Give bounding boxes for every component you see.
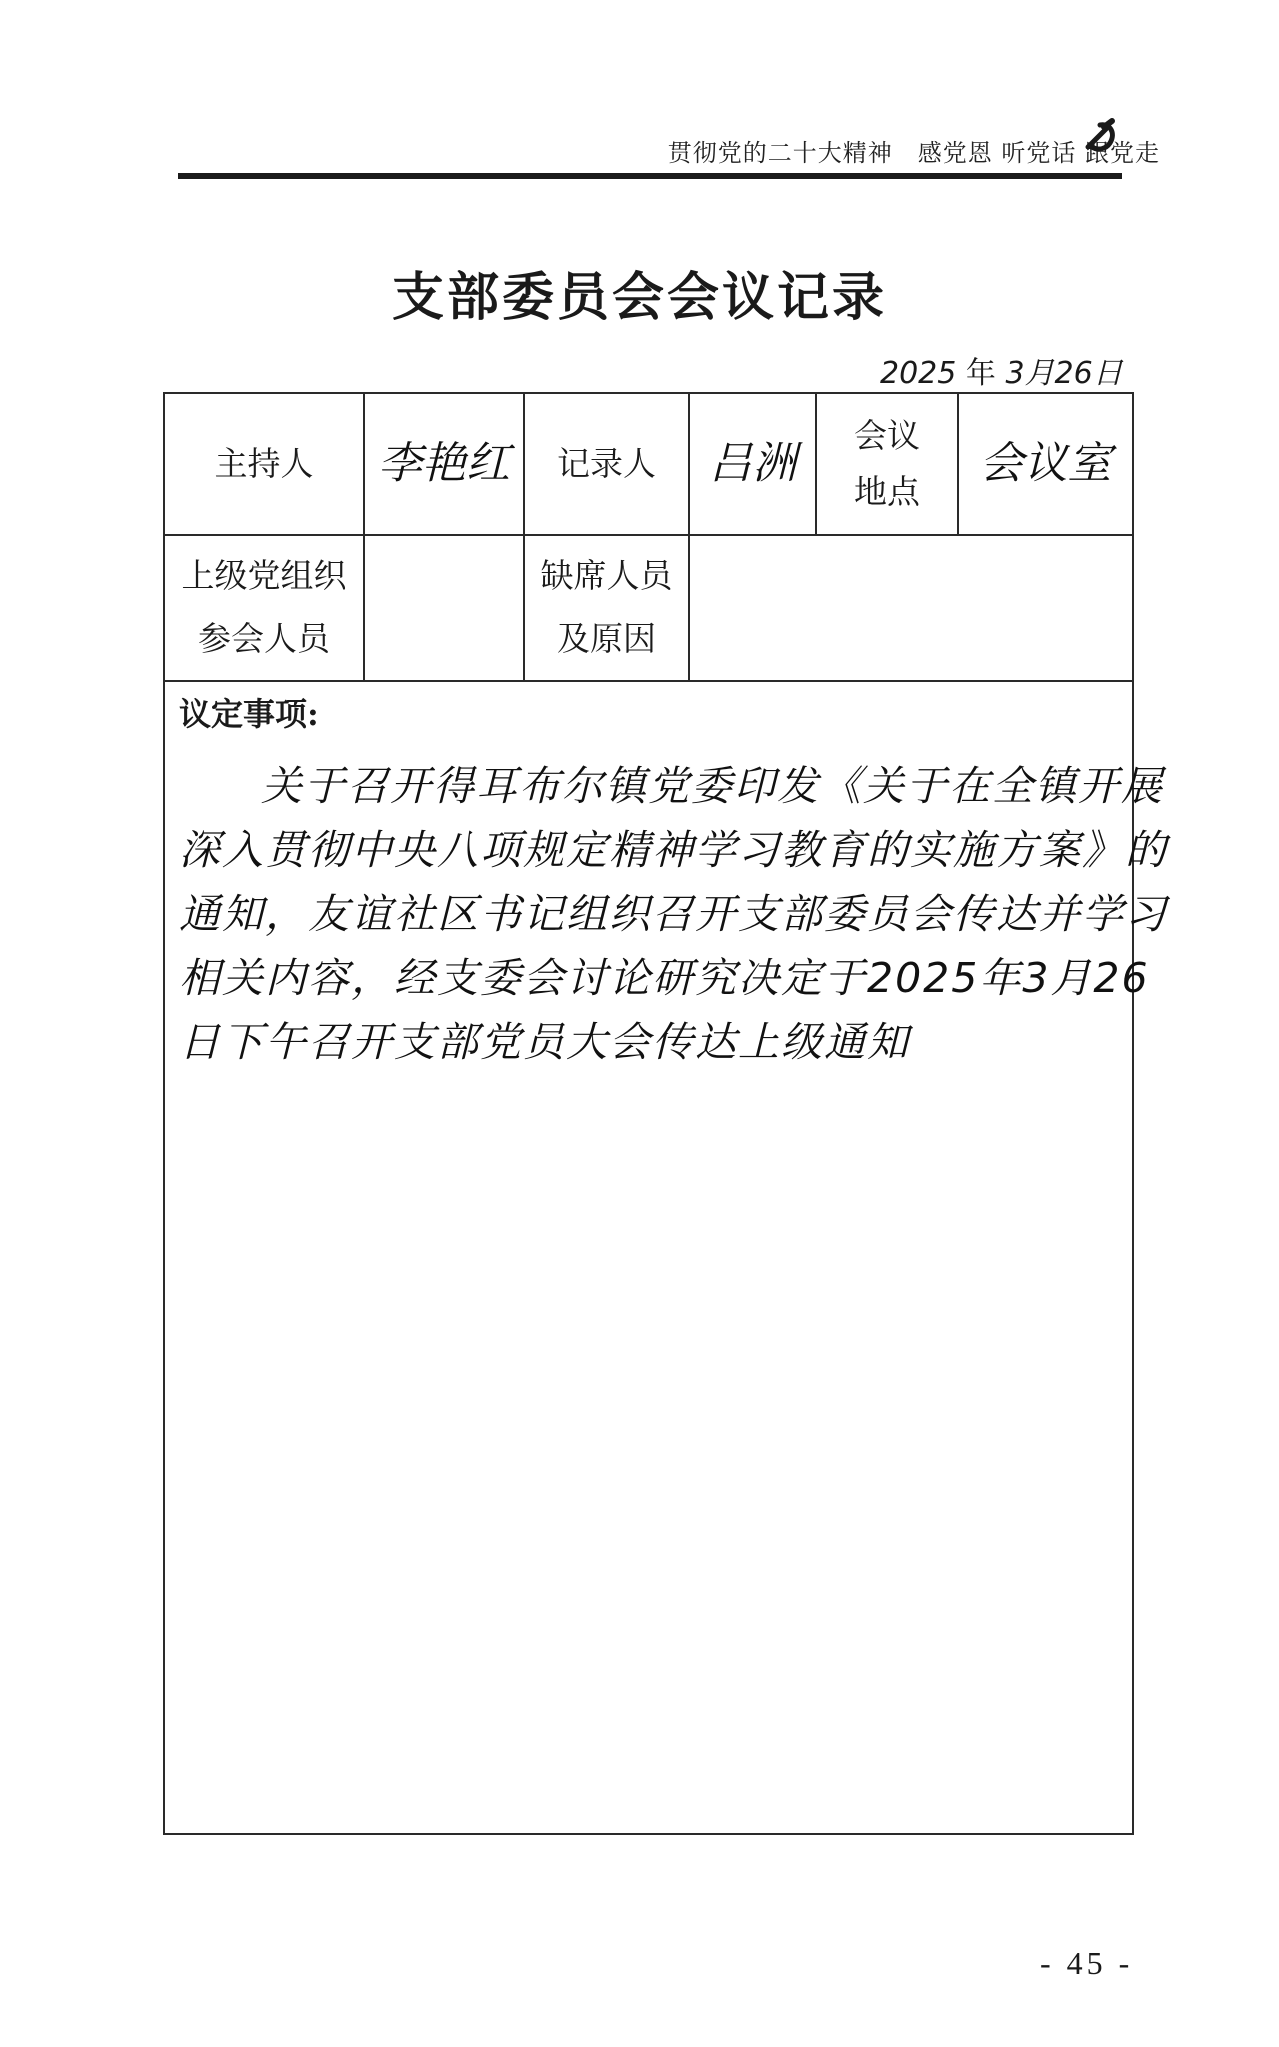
host-label bbox=[165, 394, 363, 534]
header-slogan: 贯彻党的二十大精神 感党恩 听党话 跟党走 bbox=[667, 139, 1160, 167]
resolution-label: 议定事项: bbox=[179, 695, 319, 733]
location-label-line2: 地点 bbox=[854, 472, 920, 511]
recorder-name: 吕洲 bbox=[708, 438, 797, 490]
absentees-label bbox=[525, 536, 688, 680]
location-value bbox=[959, 394, 1132, 534]
location-label-line1: 会议 bbox=[854, 415, 920, 455]
recorder-label-text: 记录人 bbox=[557, 443, 656, 483]
recorder-label bbox=[525, 394, 688, 534]
superior-label-line1: 上级党组织 bbox=[181, 556, 347, 596]
row-divider-2 bbox=[165, 680, 1132, 682]
absent-label-line1: 缺席人员 bbox=[540, 556, 673, 596]
location-label bbox=[817, 394, 957, 534]
host-name: 李艳红 bbox=[378, 438, 510, 490]
resolution-text: 关于召开得耳布尔镇党委印发《关于在全镇开展深入贯彻中央八项规定精神学习教育的实施方案》的通知，友谊社区书记组织召开支部委员会传达并学习相关内容，经支委会讨论研究决定于2025年3月26日下午召开支部党员大会传达上级通知 bbox=[179, 762, 1168, 1066]
party-emblem-icon bbox=[1080, 117, 1120, 157]
recorder-value bbox=[690, 394, 815, 534]
host-label-text: 主持人 bbox=[214, 443, 314, 483]
date-month-day: 3月26日 bbox=[1005, 356, 1123, 391]
date-year: 2025 bbox=[880, 356, 957, 391]
page-title: 支部委员会会议记录 bbox=[391, 267, 887, 328]
absent-label-line2: 及原因 bbox=[557, 619, 656, 658]
page-number: - 45 - bbox=[1040, 1945, 1134, 1981]
host-value bbox=[365, 394, 523, 534]
location-name: 会议室 bbox=[979, 438, 1112, 490]
header-rule bbox=[178, 173, 1122, 179]
superior-label-line2: 参会人员 bbox=[198, 619, 330, 658]
superior-attendees-label bbox=[165, 536, 363, 680]
meeting-date bbox=[880, 348, 1123, 392]
superior-attendees-value bbox=[365, 536, 523, 680]
date-year-suffix: 年 bbox=[965, 356, 996, 391]
meeting-record-table bbox=[163, 392, 1168, 1835]
absentees-value bbox=[690, 536, 1132, 680]
